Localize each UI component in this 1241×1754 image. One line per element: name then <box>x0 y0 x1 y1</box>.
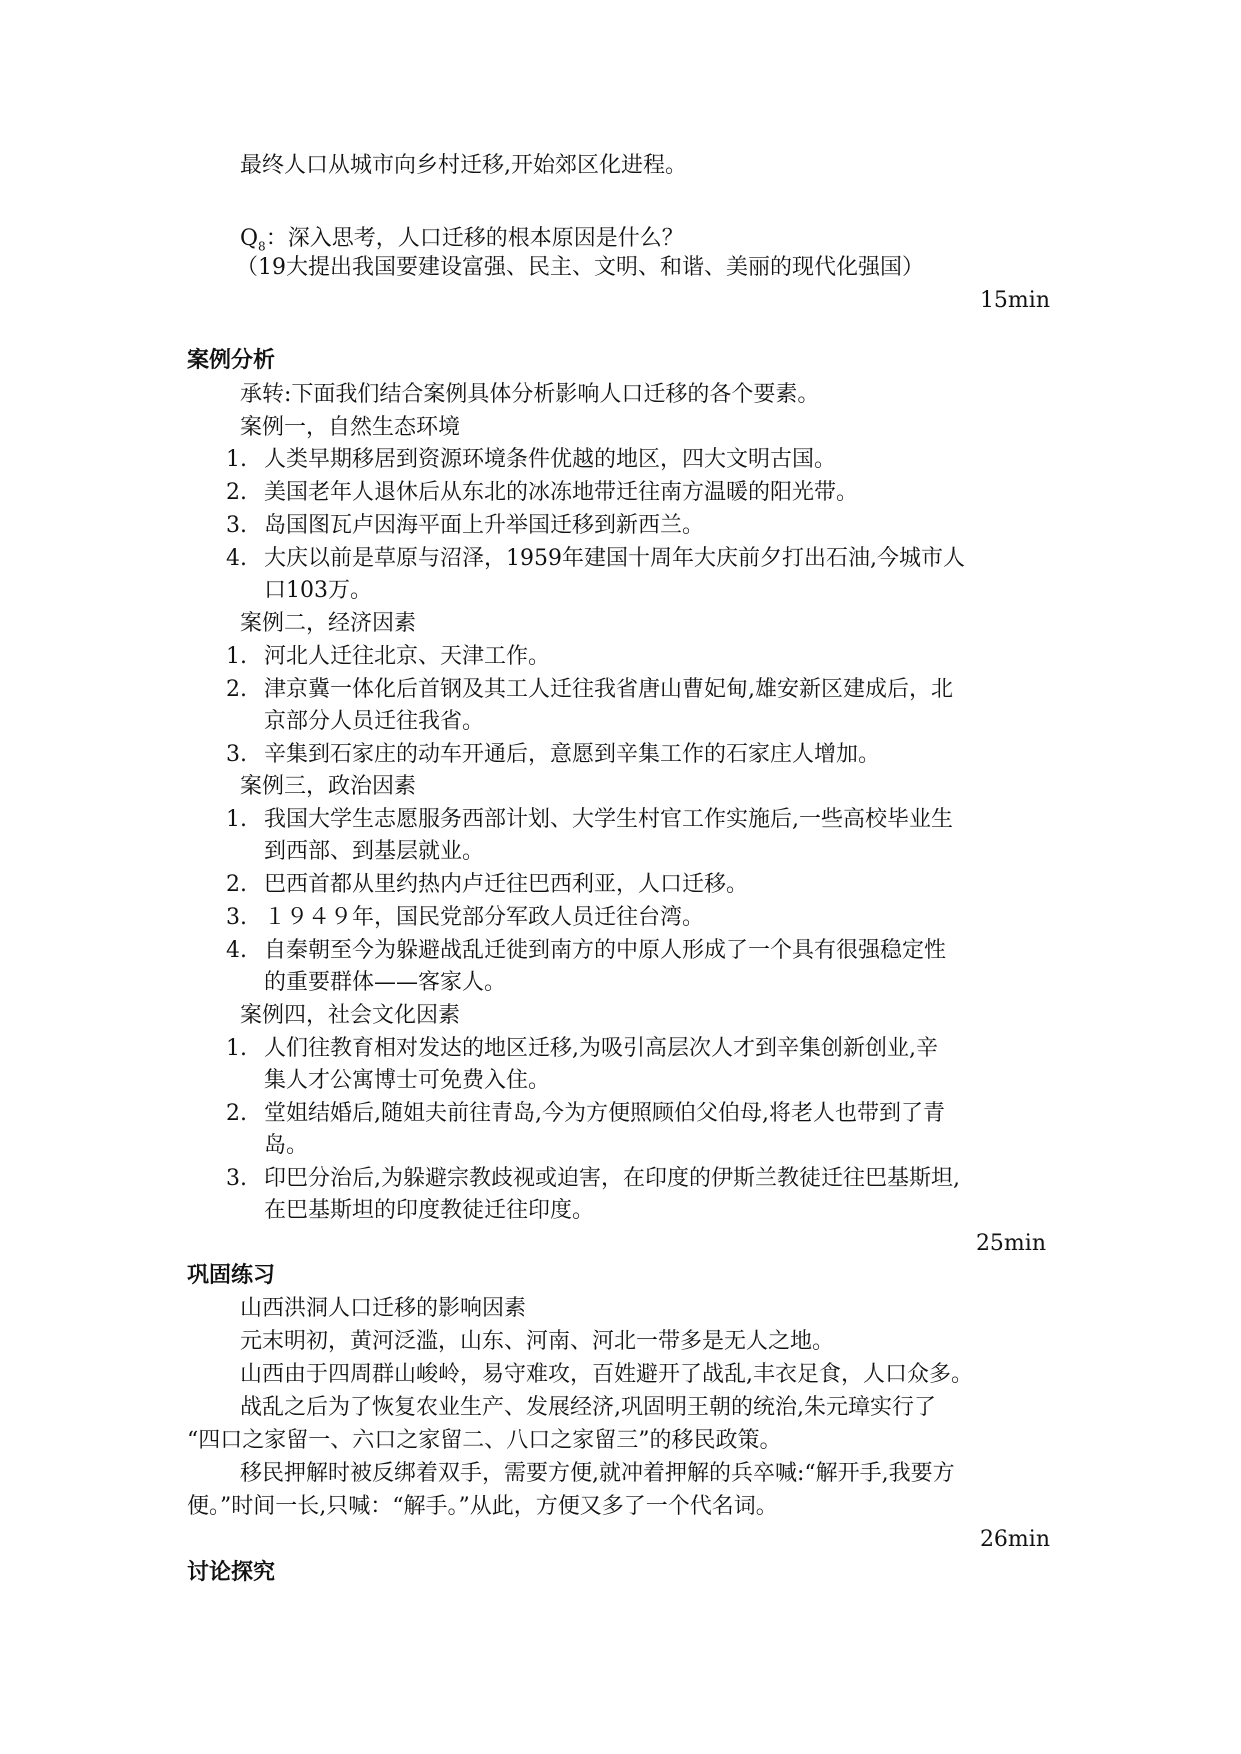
list-number: 2. <box>226 480 247 505</box>
list-item: 人们往教育相对发达的地区迁移,为吸引高层次人才到辛集创新创业,辛 <box>264 1036 938 1061</box>
case3-title: 案例三，政治因素 <box>240 774 417 799</box>
list-number: 3. <box>226 905 247 930</box>
question-text: ：深入思考，人口迁移的根本原因是什么？ <box>265 226 684 251</box>
list-number: 1. <box>226 1036 247 1061</box>
list-item: １９４９年，国民党部分军政人员迁往台湾。 <box>264 905 705 930</box>
list-number: 2. <box>226 872 247 897</box>
list-item-continuation: 的重要群体——客家人。 <box>264 970 507 995</box>
case2-title: 案例二，经济因素 <box>240 611 417 636</box>
practice-paragraph: 山西由于四周群山峻岭，易守难攻，百姓避开了战乱,丰衣足食，人口众多。 <box>240 1362 973 1387</box>
case4-title: 案例四，社会文化因素 <box>240 1003 461 1028</box>
time-marker: 25min <box>975 1231 1046 1256</box>
time-marker: 15min <box>979 288 1050 313</box>
list-number: 3. <box>226 1166 247 1191</box>
list-number: 3. <box>226 742 247 767</box>
practice-paragraph: 移民押解时被反绑着双手，需要方便,就冲着押解的兵卒喊:“解开手,我要方 <box>240 1461 955 1486</box>
list-item-continuation: 口103万。 <box>264 578 372 603</box>
list-item: 辛集到石家庄的动车开通后，意愿到辛集工作的石家庄人增加。 <box>264 742 881 767</box>
list-item-continuation: 京部分人员迁往我省。 <box>264 709 485 734</box>
list-item-continuation: 集人才公寓博士可免费入住。 <box>264 1068 551 1093</box>
question-letter: Q <box>240 226 259 251</box>
list-item: 岛国图瓦卢因海平面上升举国迁移到新西兰。 <box>264 513 705 538</box>
list-item: 堂姐结婚后,随姐夫前往青岛,今为方便照顾伯父伯母,将老人也带到了青 <box>264 1101 945 1126</box>
section-heading-discussion: 讨论探究 <box>187 1560 276 1585</box>
list-item: 巴西首都从里约热内卢迁往巴西利亚，人口迁移。 <box>264 872 749 897</box>
time-marker: 26min <box>979 1527 1050 1552</box>
transition-text: 承转:下面我们结合案例具体分析影响人口迁移的各个要素。 <box>240 382 820 407</box>
list-item: 美国老年人退休后从东北的冰冻地带迁往南方温暖的阳光带。 <box>264 480 859 505</box>
practice-paragraph-continuation: “四口之家留一、六口之家留二、八口之家留三”的移民政策。 <box>187 1428 782 1453</box>
list-number: 4. <box>226 546 247 571</box>
practice-paragraph-continuation: 便。”时间一长,只喊：“解手。”从此，方便又多了一个代名词。 <box>187 1494 778 1519</box>
list-number: 4. <box>226 938 247 963</box>
list-number: 2. <box>226 1101 247 1126</box>
list-item: 自秦朝至今为躲避战乱迁徙到南方的中原人形成了一个具有很强稳定性 <box>264 938 947 963</box>
list-item: 大庆以前是草原与沼泽，1959年建国十周年大庆前夕打出石油,今城市人 <box>264 546 965 571</box>
question-note: （19大提出我国要建设富强、民主、文明、和谐、美丽的现代化强国） <box>236 255 924 280</box>
intro-line: 最终人口从城市向乡村迁移,开始郊区化进程。 <box>240 153 687 178</box>
list-number: 1. <box>226 447 247 472</box>
list-item-continuation: 到西部、到基层就业。 <box>264 839 485 864</box>
list-number: 1. <box>226 644 247 669</box>
practice-paragraph: 战乱之后为了恢复农业生产、发展经济,巩固明王朝的统治,朱元璋实行了 <box>240 1395 936 1420</box>
practice-title: 山西洪洞人口迁移的影响因素 <box>240 1296 527 1321</box>
practice-paragraph: 元末明初，黄河泛滥，山东、河南、河北一带多是无人之地。 <box>240 1329 835 1354</box>
question-subscript: 8 <box>258 239 266 254</box>
list-item: 津京冀一体化后首钢及其工人迁往我省唐山曹妃甸,雄安新区建成后，北 <box>264 677 953 702</box>
list-item-continuation: 在巴基斯坦的印度教徒迁往印度。 <box>264 1198 595 1223</box>
list-item: 河北人迁往北京、天津工作。 <box>264 644 551 669</box>
list-number: 2. <box>226 677 247 702</box>
case1-title: 案例一，自然生态环境 <box>240 415 461 440</box>
list-item: 人类早期移居到资源环境条件优越的地区，四大文明古国。 <box>264 447 837 472</box>
list-number: 3. <box>226 513 247 538</box>
list-item: 我国大学生志愿服务西部计划、大学生村官工作实施后,一些高校毕业生 <box>264 807 953 832</box>
section-heading-case-analysis: 案例分析 <box>187 348 276 373</box>
section-heading-practice: 巩固练习 <box>187 1263 276 1288</box>
list-number: 1. <box>226 807 247 832</box>
list-item-continuation: 岛。 <box>264 1133 309 1158</box>
list-item: 印巴分治后,为躲避宗教歧视或迫害，在印度的伊斯兰教徒迁往巴基斯坦, <box>264 1166 960 1191</box>
